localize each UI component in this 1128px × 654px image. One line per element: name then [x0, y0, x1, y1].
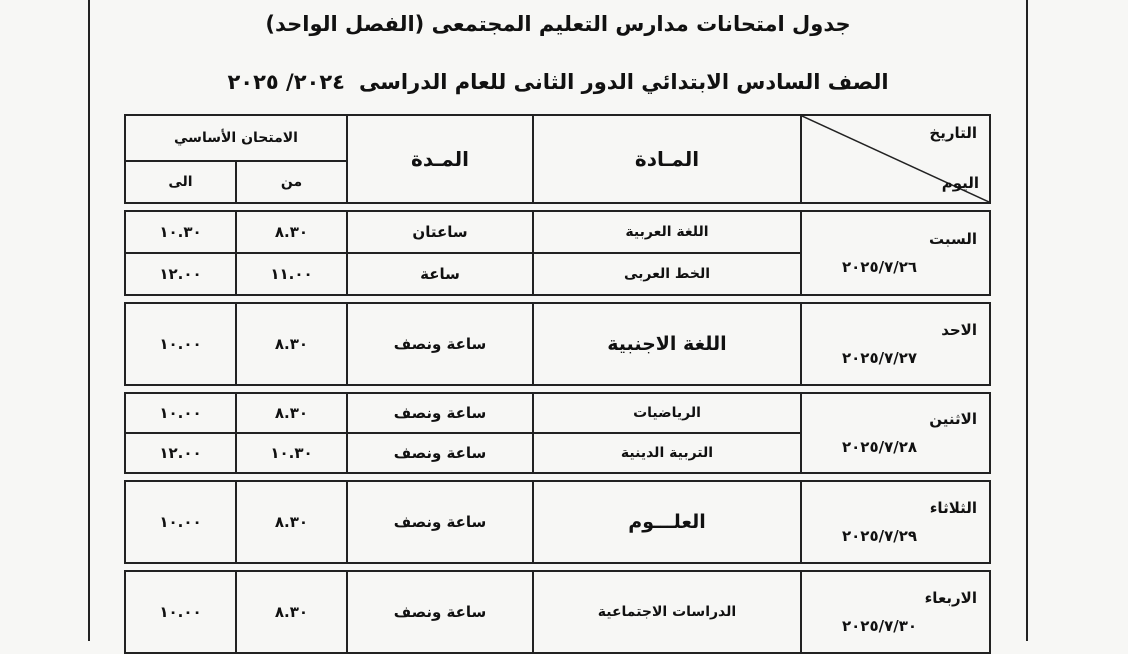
- header-to: الى: [125, 161, 236, 203]
- day-date: ٢٠٢٥/٧/٣٠: [842, 617, 918, 635]
- day-name: الاحد: [941, 321, 977, 339]
- page-frame-left: [88, 0, 90, 641]
- exam-duration: ساعة ونصف: [347, 481, 533, 563]
- exam-to: ١٢.٠٠: [125, 253, 236, 295]
- exam-from: ١١.٠٠: [236, 253, 347, 295]
- table-row: [125, 303, 990, 385]
- exam-duration: ساعة ونصف: [347, 571, 533, 653]
- exam-from: ٨.٣٠: [236, 571, 347, 653]
- exam-duration: ساعتان: [347, 211, 533, 253]
- exam-to: ١٢.٠٠: [125, 433, 236, 473]
- exam-to: ١٠.٠٠: [125, 571, 236, 653]
- exam-subject: اللغة العربية: [533, 211, 801, 253]
- day-name: الثلاثاء: [929, 499, 977, 517]
- exam-duration: ساعة: [347, 253, 533, 295]
- header-date-day: [801, 115, 990, 203]
- exam-subject: اللغة الاجنبية: [533, 303, 801, 385]
- exam-from: ٨.٣٠: [236, 303, 347, 385]
- header-subject: المـادة: [533, 115, 801, 203]
- exam-subject: الرياضيات: [533, 393, 801, 433]
- header-duration: المـدة: [347, 115, 533, 203]
- page-title: جدول امتحانات مدارس التعليم المجتمعى (الفصل الواحد): [265, 12, 851, 36]
- header-basic-exam: الامتحان الأساسي: [125, 115, 347, 161]
- exam-subject: التربية الدينية: [533, 433, 801, 473]
- exam-from: ٨.٣٠: [236, 481, 347, 563]
- exam-subject: العلـــوم: [533, 481, 801, 563]
- exam-to: ١٠.٠٠: [125, 481, 236, 563]
- day-date: ٢٠٢٥/٧/٢٦: [842, 258, 918, 276]
- day-cell: [801, 211, 990, 295]
- exam-from: ١٠.٣٠: [236, 433, 347, 473]
- header-date: التاريخ: [929, 124, 977, 142]
- day-cell: [801, 481, 990, 563]
- exam-to: ١٠.٠٠: [125, 303, 236, 385]
- academic-year: ٢٠٢٤/ ٢٠٢٥: [227, 70, 346, 94]
- day-name: الاثنين: [929, 410, 977, 428]
- header-day: اليوم: [941, 174, 979, 192]
- day-date: ٢٠٢٥/٧/٢٧: [842, 349, 918, 367]
- day-date: ٢٠٢٥/٧/٢٨: [842, 438, 918, 456]
- exam-to: ١٠.٣٠: [125, 211, 236, 253]
- day-name: الاربعاء: [924, 589, 977, 607]
- exam-duration: ساعة ونصف: [347, 303, 533, 385]
- day-name: السبت: [928, 230, 977, 248]
- subtitle-text: الصف السادس الابتدائي الدور الثانى للعام الدراسى: [359, 70, 889, 94]
- exam-schedule-table: [124, 114, 991, 654]
- exam-subject: الخط العربى: [533, 253, 801, 295]
- day-cell: [801, 303, 990, 385]
- exam-from: ٨.٣٠: [236, 393, 347, 433]
- page-subtitle: [90, 70, 1026, 94]
- table-row: [125, 211, 990, 253]
- table-row: [125, 481, 990, 563]
- exam-to: ١٠.٠٠: [125, 393, 236, 433]
- exam-subject: الدراسات الاجتماعية: [533, 571, 801, 653]
- exam-duration: ساعة ونصف: [347, 393, 533, 433]
- page-frame-right: [1026, 0, 1028, 641]
- exam-from: ٨.٣٠: [236, 211, 347, 253]
- day-cell: [801, 393, 990, 473]
- header-from: من: [236, 161, 347, 203]
- day-date: ٢٠٢٥/٧/٢٩: [842, 527, 918, 545]
- table-row: [125, 393, 990, 433]
- header-row: [125, 115, 990, 161]
- exam-duration: ساعة ونصف: [347, 433, 533, 473]
